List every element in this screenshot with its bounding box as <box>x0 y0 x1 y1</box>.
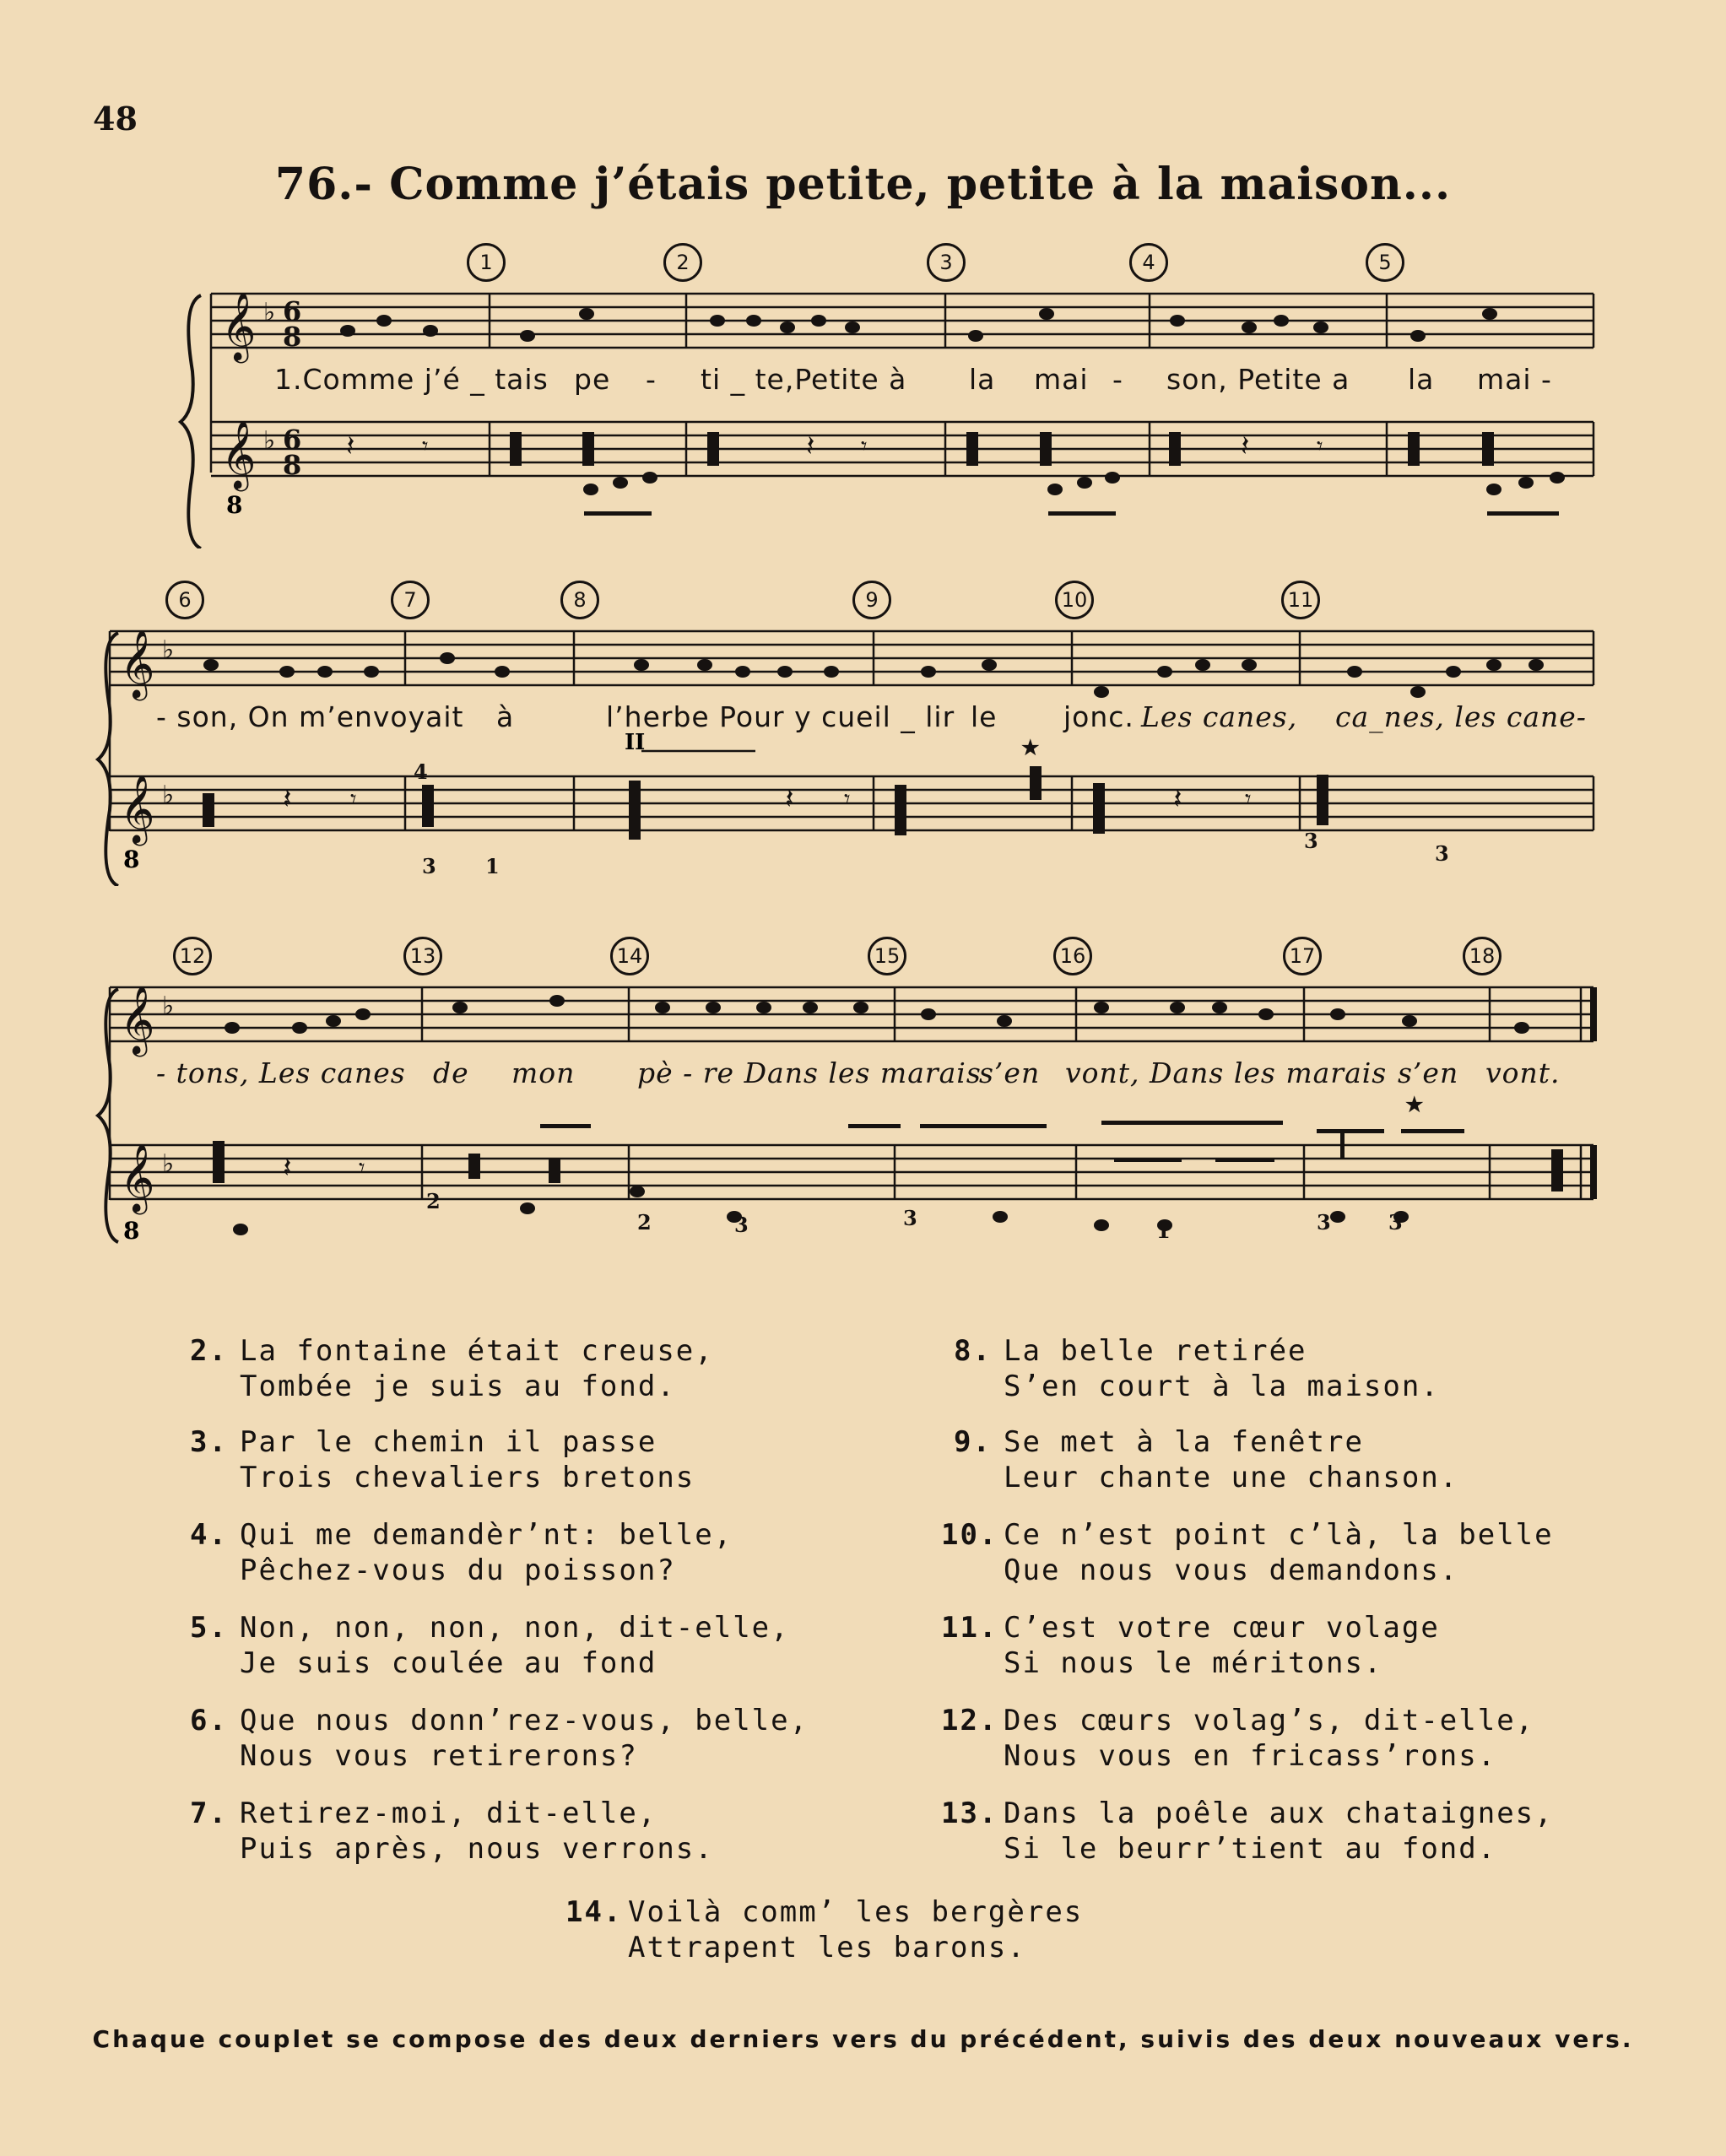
svg-text:𝄞: 𝄞 <box>221 419 257 489</box>
lyric: pe <box>574 363 611 396</box>
lyric: - <box>646 363 657 396</box>
verse <box>941 1333 1440 1404</box>
lyric: - tons, Les canes <box>156 1056 406 1089</box>
measure-number: 2 <box>663 243 702 282</box>
verse-line: Attrapent les barons. <box>628 1931 1026 1964</box>
svg-text:♭: ♭ <box>162 781 175 810</box>
staff-graphics <box>0 938 1726 1259</box>
lyric: de <box>433 1056 469 1089</box>
svg-text:𝄽: 𝄽 <box>785 782 794 816</box>
verse-line: Dans la poêle aux chataignes, <box>1004 1797 1554 1830</box>
svg-text:𝄞: 𝄞 <box>120 1143 155 1212</box>
verse <box>941 1424 1458 1495</box>
lyric: ti _ te,Petite à <box>701 363 907 396</box>
measure-number: 18 <box>1463 937 1501 975</box>
lyric: jonc. <box>1063 700 1134 733</box>
verse <box>941 1517 1554 1588</box>
verse-line: Retirez-moi, dit-elle, <box>240 1797 657 1830</box>
svg-text:𝄾: 𝄾 <box>359 1154 365 1181</box>
verse-number: 14. <box>565 1895 623 1929</box>
verse-line: Trois chevaliers bretons <box>240 1461 695 1494</box>
verse-line: Je suis coulée au fond <box>240 1646 657 1680</box>
svg-text:𝄾: 𝄾 <box>861 432 868 460</box>
lyric: vont. <box>1485 1056 1561 1089</box>
verse-line: Ce n’est point c’là, la belle <box>1004 1518 1554 1552</box>
lyric: pè - re Dans les marais <box>637 1056 982 1089</box>
verse-number: 12. <box>941 1704 998 1737</box>
svg-text:𝄞: 𝄞 <box>120 985 155 1054</box>
octave-marker: 8 <box>226 491 243 519</box>
verse-number: 9. <box>954 1425 992 1459</box>
verse-line: Que nous vous demandons. <box>1004 1554 1459 1587</box>
measure-number: 11 <box>1281 581 1320 619</box>
lyric: l’herbe Pour y cueil _ lir <box>606 700 955 733</box>
svg-text:♭: ♭ <box>263 426 276 456</box>
svg-text:3: 3 <box>1304 829 1318 853</box>
verse-line: Si le beurr’tient au fond. <box>1004 1832 1497 1866</box>
measure-number: 13 <box>403 937 442 975</box>
lyric: mai <box>1034 363 1089 396</box>
verse-line: S’en court à la maison. <box>1004 1370 1440 1403</box>
lyric: mon <box>511 1056 576 1089</box>
lyric: 1.Comme j’é _ tais <box>274 363 549 396</box>
svg-text:3: 3 <box>734 1213 749 1237</box>
verse-number: 8. <box>954 1334 992 1368</box>
svg-text:1: 1 <box>1156 1218 1171 1243</box>
svg-text:8: 8 <box>283 449 302 481</box>
lyric: Les canes, <box>1141 700 1298 733</box>
measure-number: 7 <box>391 581 430 619</box>
measure-number: 15 <box>868 937 906 975</box>
verse-line: Nous vous en fricass’rons. <box>1004 1739 1497 1773</box>
verse-line: Des cœurs volag’s, dit-elle, <box>1004 1704 1535 1737</box>
svg-text:𝄽: 𝄽 <box>806 430 815 463</box>
verse-line: Si nous le méritons. <box>1004 1646 1383 1680</box>
svg-text:♭: ♭ <box>162 1149 175 1179</box>
verse-number: 5. <box>190 1611 228 1645</box>
lyric: la <box>969 363 996 396</box>
verse <box>177 1424 695 1495</box>
verse-line: Qui me demandèr’nt: belle, <box>240 1518 733 1552</box>
measure-number: 9 <box>852 581 891 619</box>
verse-line: La fontaine était creuse, <box>240 1334 714 1368</box>
svg-text:♭: ♭ <box>162 992 175 1021</box>
verse <box>565 1894 1083 1965</box>
verse-line: Puis après, nous verrons. <box>240 1832 714 1866</box>
verse <box>177 1796 714 1867</box>
verse <box>177 1610 790 1681</box>
svg-text:4: 4 <box>414 759 428 784</box>
svg-text:8: 8 <box>283 321 302 353</box>
position-marking: II <box>625 730 646 755</box>
verse <box>941 1796 1554 1867</box>
verse-line: Voilà comm’ les bergères <box>628 1895 1084 1929</box>
lyric: mai - <box>1477 363 1552 396</box>
lyric: son, Petite a <box>1166 363 1350 396</box>
svg-text:★: ★ <box>1021 735 1040 759</box>
measure-number: 6 <box>165 581 204 619</box>
verse <box>177 1703 809 1774</box>
lyric: - son, On m’envoyait <box>156 700 464 733</box>
svg-text:2: 2 <box>637 1210 652 1235</box>
svg-text:𝄽: 𝄽 <box>283 1151 292 1185</box>
verse-line: Non, non, non, non, dit-elle, <box>240 1611 790 1645</box>
measure-number: 16 <box>1053 937 1092 975</box>
lyric: à <box>496 700 515 733</box>
measure-number: 5 <box>1366 243 1404 282</box>
verse-number: 7. <box>190 1797 228 1830</box>
measure-number: 17 <box>1283 937 1322 975</box>
svg-text:3: 3 <box>903 1206 917 1230</box>
svg-text:★: ★ <box>1405 1092 1424 1116</box>
svg-text:𝄾: 𝄾 <box>350 785 357 813</box>
octave-marker: 8 <box>123 1217 140 1245</box>
lyric: vont, Dans les marais <box>1065 1056 1388 1089</box>
svg-text:3: 3 <box>422 854 436 878</box>
staff-graphics <box>0 582 1726 886</box>
measure-number: 8 <box>560 581 599 619</box>
svg-text:𝄾: 𝄾 <box>1317 432 1323 460</box>
music-system-3 <box>0 938 1726 1259</box>
svg-text:6: 6 <box>283 295 302 327</box>
svg-text:1: 1 <box>485 854 500 878</box>
svg-text:𝄽: 𝄽 <box>1173 782 1182 816</box>
svg-text:𝄽: 𝄽 <box>346 430 355 463</box>
svg-text:3: 3 <box>1435 841 1449 866</box>
svg-text:𝄽: 𝄽 <box>1241 430 1250 463</box>
svg-text:♭: ♭ <box>162 635 175 665</box>
lyric: s’en <box>1398 1056 1459 1089</box>
staff-graphics <box>0 245 1726 548</box>
measure-number: 4 <box>1129 243 1168 282</box>
song-title: 76.- Comme j’étais petite, petite à la maison... <box>274 159 1452 210</box>
svg-text:3: 3 <box>1317 1210 1331 1235</box>
verse-line: Nous vous retirerons? <box>240 1739 638 1773</box>
page-number: 48 <box>93 100 138 138</box>
music-system-2 <box>0 582 1726 886</box>
svg-text:𝄞: 𝄞 <box>221 291 257 360</box>
measure-number: 1 <box>467 243 506 282</box>
measure-number: 10 <box>1055 581 1094 619</box>
verse-line: Pêchez-vous du poisson? <box>240 1554 676 1587</box>
measure-number: 14 <box>610 937 649 975</box>
lyric: s’en <box>979 1056 1041 1089</box>
verse-line: Leur chante une chanson. <box>1004 1461 1459 1494</box>
svg-text:𝄞: 𝄞 <box>120 774 155 843</box>
verse-number: 6. <box>190 1704 228 1737</box>
verse <box>177 1517 733 1588</box>
verse-number: 13. <box>941 1797 998 1830</box>
svg-text:𝄾: 𝄾 <box>422 432 429 460</box>
verse-number: 10. <box>941 1518 998 1552</box>
measure-number: 3 <box>927 243 966 282</box>
svg-text:♭: ♭ <box>263 298 276 327</box>
lyric: le <box>971 700 998 733</box>
verse-line: C’est votre cœur volage <box>1004 1611 1440 1645</box>
verse <box>941 1703 1534 1774</box>
verse-line: Tombée je suis au fond. <box>240 1370 676 1403</box>
svg-text:6: 6 <box>283 424 302 456</box>
verse-number: 11. <box>941 1611 998 1645</box>
verse-line: Que nous donn’rez-vous, belle, <box>240 1704 809 1737</box>
verse-line: Se met à la fenêtre <box>1004 1425 1364 1459</box>
svg-text:𝄾: 𝄾 <box>1245 785 1252 813</box>
verse <box>177 1333 714 1404</box>
svg-text:2: 2 <box>426 1189 441 1213</box>
measure-number: 12 <box>173 937 212 975</box>
octave-marker: 8 <box>123 846 140 873</box>
verse <box>941 1610 1440 1681</box>
svg-text:𝄽: 𝄽 <box>283 782 292 816</box>
music-system-1 <box>0 245 1726 548</box>
svg-text:𝄾: 𝄾 <box>844 785 851 813</box>
verse-line: Par le chemin il passe <box>240 1425 657 1459</box>
verse-number: 4. <box>190 1518 228 1552</box>
lyric: la <box>1408 363 1435 396</box>
verse-number: 3. <box>190 1425 228 1459</box>
lyric: - <box>1112 363 1123 396</box>
verse-line: La belle retirée <box>1004 1334 1307 1368</box>
verse-number: 2. <box>190 1334 228 1368</box>
svg-text:3: 3 <box>1388 1210 1403 1235</box>
footnote: Chaque couplet se compose des deux derniers vers du précédent, suivis des deux nouveaux vers. <box>92 2025 1634 2053</box>
lyric: ca_nes, les cane- <box>1335 700 1587 733</box>
svg-text:𝄞: 𝄞 <box>120 629 155 698</box>
